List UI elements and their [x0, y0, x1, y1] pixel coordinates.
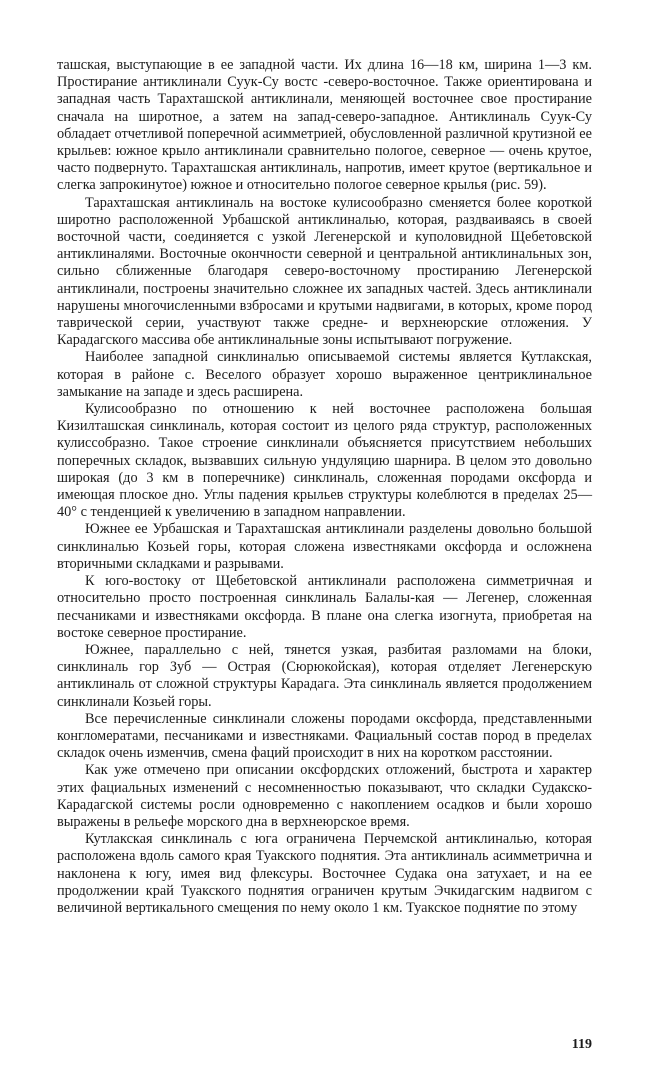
- page-text: [57, 57, 592, 917]
- paragraph: Южнее, параллельно с ней, тянется узкая, разбитая разломами на блоки, синклиналь гор Зуб — Острая (Сюрюкойская), которая отделяет Легенерскую антиклиналь от сложной структуры Карадага. Эта синклиналь является продолжением синклинали Козьей горы.: [57, 641, 592, 710]
- paragraph: ташская, выступающие в ее западной части. Их длина 16—18 км, ширина 1—3 км. Простирание антиклинали Суук-Су востс -северо-восточное. Также ориентирована и западная часть Тарахташской антиклинали, меняющей восточнее свое простирание сначала на широтное, а затем на запад-северо-западное. Антиклиналь Суук-Су обладает отчетливой поперечной асимметрией, обусловленной различной крутизной ее крыльев: южное крыло антиклинали сравнительно пологое, северное — очень крутое, часто подвернуто. Тарахташская антиклиналь, напротив, имеет крутое (вертикальное и слегка запрокинутое) южное и относительно пологое северное крылья (рис. 59).: [57, 57, 592, 194]
- paragraph: Кулисообразно по отношению к ней восточнее расположена большая Кизилташская синклиналь, которая состоит из целого ряда структур, расположенных кулиссобразно. Такое строение синклинали объясняется присутствием небольших поперечных складок, вызвавших сильную ундуляцию шарнира. В целом это довольно широкая (до 3 км в поперечнике) синклиналь, сложенная породами оксфорда и имеющая плоское дно. Углы падения крыльев структуры колеблются в пределах 25—40° с тенденцией к увеличению в западном направлении.: [57, 401, 592, 521]
- paragraph: Кутлакская синклиналь с юга ограничена Перчемской антиклиналью, которая расположена вдоль самого края Туакского поднятия. Эта антиклиналь асимметрична и наклонена к югу, имея вид флексуры. Восточнее Судака она затухает, и на ее продолжении край Туакского поднятия ограничен крутым Эчкидагским надвигом с величиной вертикального смещения по нему около 1 км. Туакское поднятие по этому: [57, 831, 592, 916]
- paragraph: Все перечисленные синклинали сложены породами оксфорда, представленными конгломератами, песчаниками и известняками. Фациальный состав пород в пределах складок очень изменчив, смена фаций происходит в них на коротком расстоянии.: [57, 710, 592, 762]
- paragraph: Как уже отмечено при описании оксфордских отложений, быстрота и характер этих фациальных изменений с несомненностью показывают, что складки Судакско-Карадагской системы росли одновременно с накоплением осадков и были хорошо выражены в рельефе морского дна в верхнеюрское время.: [57, 762, 592, 830]
- paragraph: Тарахташская антиклиналь на востоке кулисообразно сменяется более короткой широтно расположенной Урбашской антиклиналью, которая, раздваиваясь в своей восточной части, соединяется с узкой Легенерской и куполовидной Щебетовской антиклиналями. Восточные окончности северной и центральной антиклинальных зон, сильно сближенные благодаря северо-восточному простиранию Легенерской антиклинали, построены значительно сложнее их западных частей. Здесь антиклинали нарушены многочисленными взбросами и крутыми надвигами, в которых, кроме пород таврической серии, участвуют также средне- и верхнеюрские отложения. У Карадагского массива обе антиклинальные зоны испытывают погружение.: [57, 194, 592, 349]
- paragraph: Южнее ее Урбашская и Тарахташская антиклинали разделены довольно большой синклиналью Козьей горы, которая сложена известняками оксфорда и осложнена вторичными складками и разрывами.: [57, 521, 592, 572]
- page-number: 119: [571, 1037, 592, 1052]
- paragraph: К юго-востоку от Щебетовской антиклинали расположена симметричная и относительно просто построенная синклиналь Балалы-кая — Легенер, сложенная песчаниками и известняками оксфорда. В плане она слегка изогнута, приобретая на востоке северное простирание.: [57, 573, 592, 641]
- paragraph: Наиболее западной синклиналью описываемой системы является Кутлакская, которая в районе с. Веселого образует хорошо выраженное центриклинальное замыкание на западе и здесь расширена.: [57, 349, 592, 400]
